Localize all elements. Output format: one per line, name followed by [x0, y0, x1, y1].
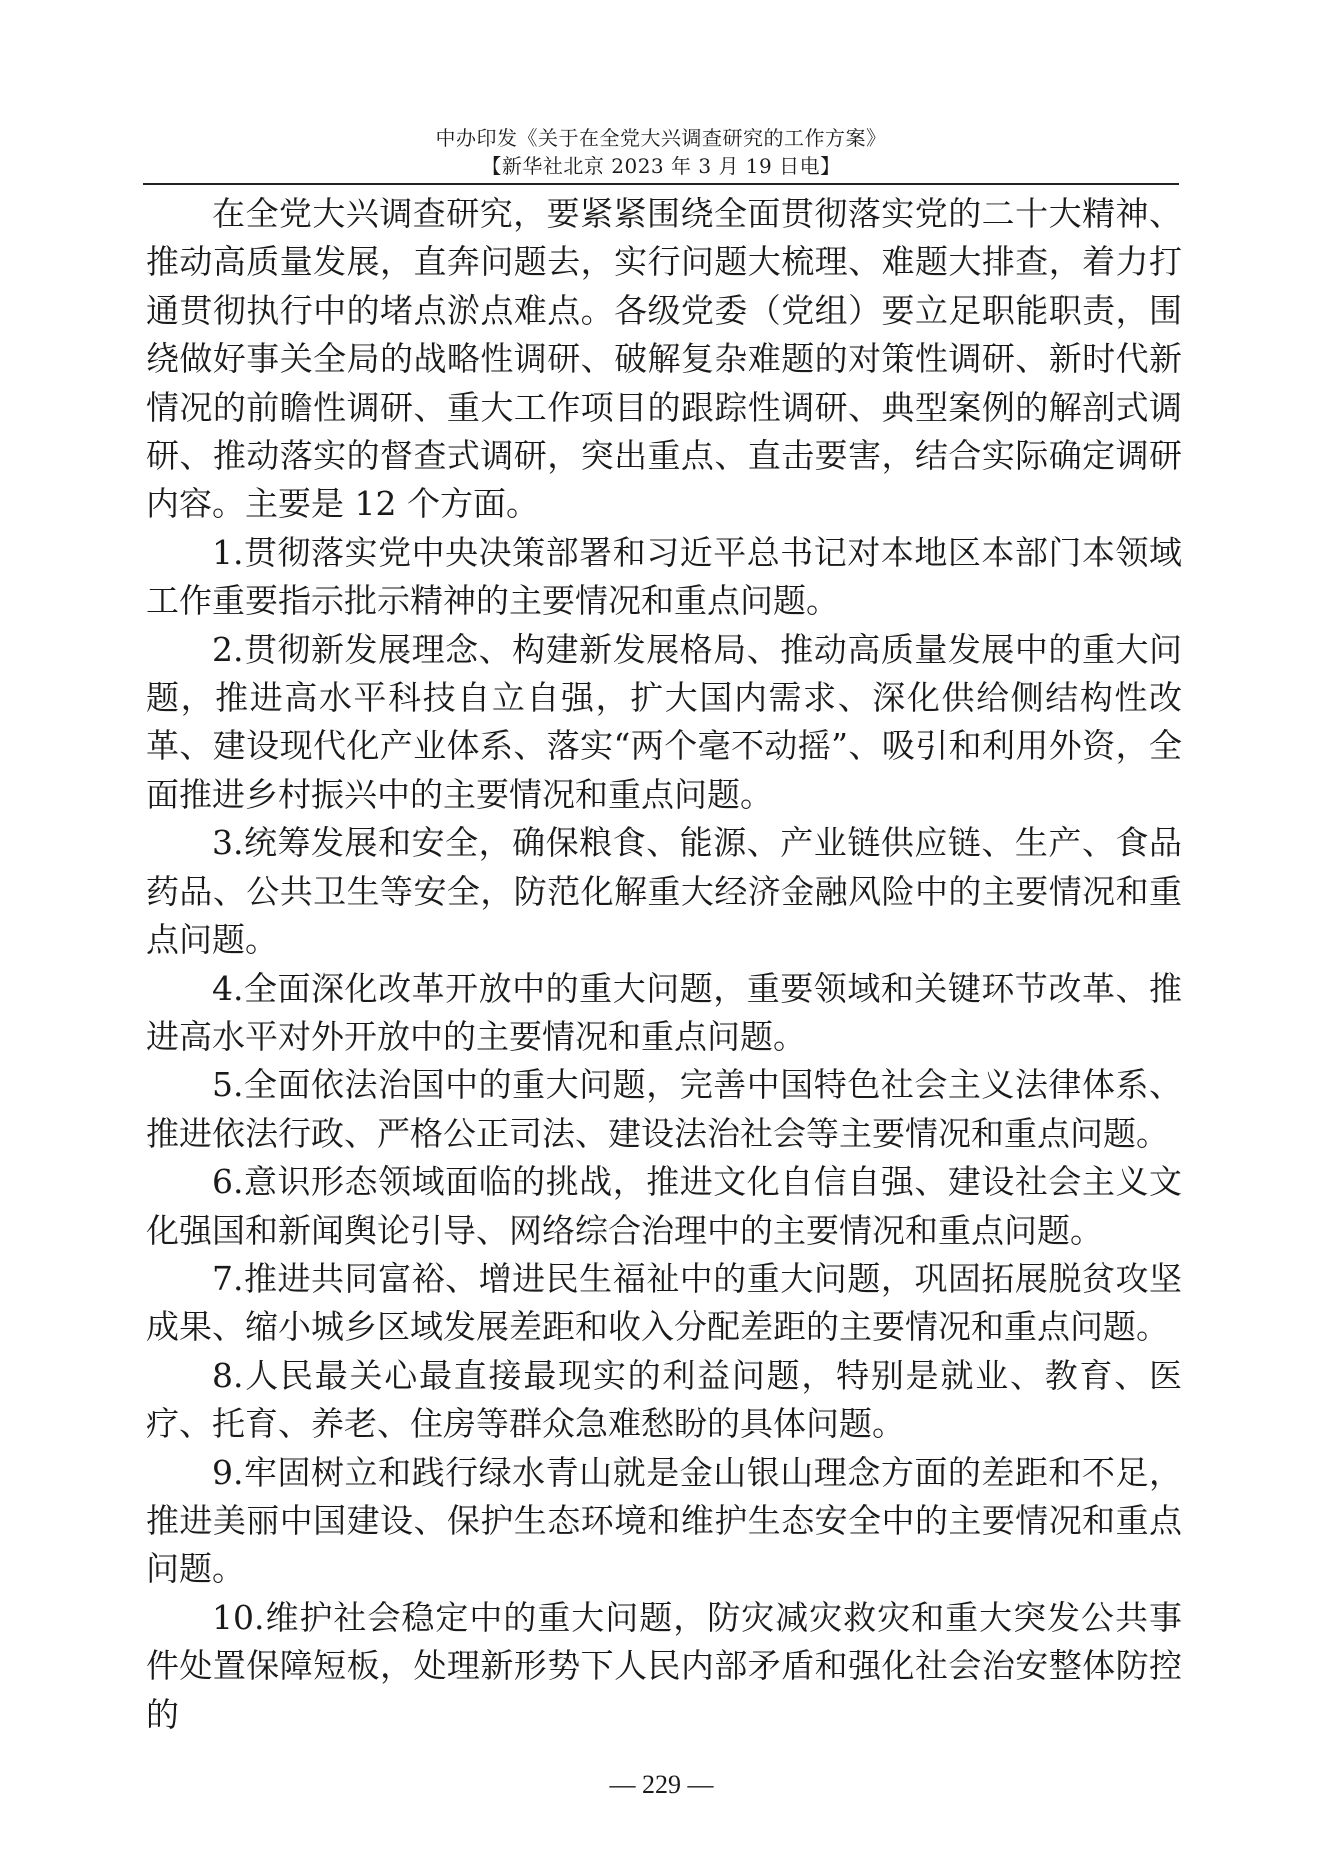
- header-dateline: 【新华社北京 2023 年 3 月 19 日电】: [481, 154, 841, 178]
- page-header: [143, 124, 1179, 180]
- intro-paragraph: 在全党大兴调查研究，要紧紧围绕全面贯彻落实党的二十大精神、推动高质量发展，直奔问题去，实行问题大梳理、难题大排查，着力打通贯彻执行中的堵点淤点难点。各级党委（党组）要立足职能职责，围绕做好事关全局的战略性调研、破解复杂难题的对策性调研、新时代新情况的前瞻性调研、重大工作项目的跟踪性调研、典型案例的解剖式调研、推动落实的督查式调研，突出重点、直击要害，结合实际确定调研内容。主要是 12 个方面。: [146, 194, 1182, 524]
- list-item-4: 4.全面深化改革开放中的重大问题，重要领域和关键环节改革、推进高水平对外开放中的主要情况和重点问题。: [146, 968, 1182, 1056]
- list-item-8: 8.人民最关心最直接最现实的利益问题，特别是就业、教育、医疗、托育、养老、住房等群众急难愁盼的具体问题。: [146, 1355, 1182, 1444]
- page-number: — 229 —: [609, 1770, 714, 1799]
- list-item-1: 1.贯彻落实党中央决策部署和习近平总书记对本地区本部门本领域工作重要指示批示精神的主要情况和重点问题。: [146, 532, 1182, 621]
- list-item-7: 7.推进共同富裕、增进民生福祉中的重大问题，巩固拓展脱贫攻坚成果、缩小城乡区域发展差距和收入分配差距的主要情况和重点问题。: [146, 1258, 1182, 1347]
- body-text: [146, 190, 1182, 1739]
- list-item-9: 9.牢固树立和践行绿水青山就是金山银山理念方面的差距和不足，推进美丽中国建设、保护生态环境和维护生态安全中的主要情况和重点问题。: [146, 1452, 1182, 1589]
- header-title: 中办印发《关于在全党大兴调查研究的工作方案》: [435, 126, 887, 150]
- header-divider: [143, 183, 1179, 185]
- list-item-6: 6.意识形态领域面临的挑战，推进文化自信自强、建设社会主义文化强国和新闻舆论引导、网络综合治理中的主要情况和重点问题。: [146, 1162, 1182, 1250]
- list-item-2: 2.贯彻新发展理念、构建新发展格局、推动高质量发展中的重大问题，推进高水平科技自立自强，扩大国内需求、深化供给侧结构性改革、建设现代化产业体系、落实“两个毫不动摇”、吸引和利用外资，全面推进乡村振兴中的主要情况和重点问题。: [146, 629, 1182, 814]
- list-item-10: 10.维护社会稳定中的重大问题，防灾减灾救灾和重大突发公共事件处置保障短板，处理新形势下人民内部矛盾和强化社会治安整体防控的: [146, 1597, 1182, 1734]
- list-item-5: 5.全面依法治国中的重大问题，完善中国特色社会主义法律体系、推进依法行政、严格公正司法、建设法治社会等主要情况和重点问题。: [146, 1065, 1182, 1153]
- list-item-3: 3.统筹发展和安全，确保粮食、能源、产业链供应链、生产、食品药品、公共卫生等安全，防范化解重大经济金融风险中的主要情况和重点问题。: [146, 823, 1182, 960]
